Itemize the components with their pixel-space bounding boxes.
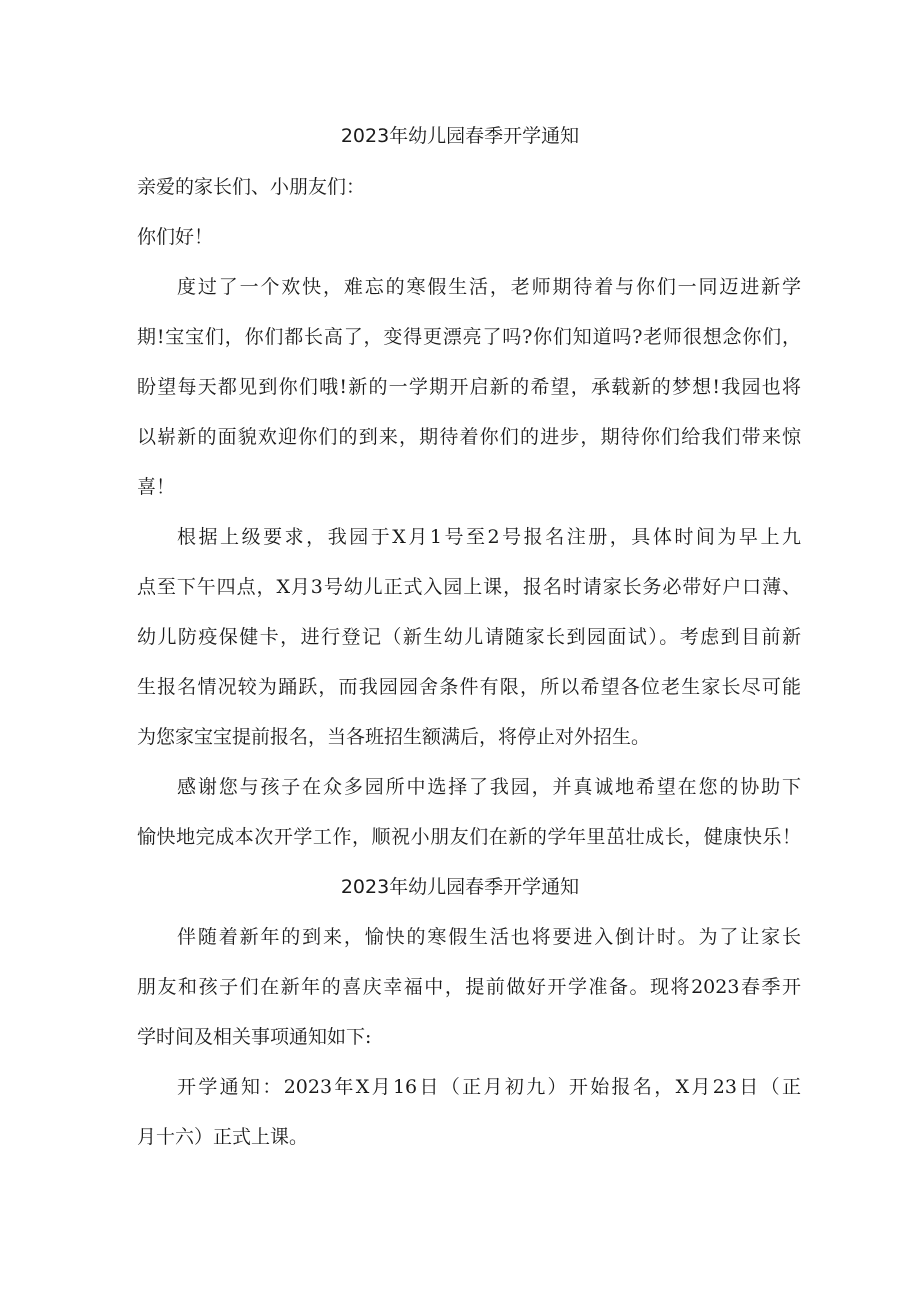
- paragraph-4-line-3: 学时间及相关事项通知如下:: [137, 1026, 372, 1048]
- paragraph-3-line-2: 愉快地完成本次开学工作，顺祝小朋友们在新的学年里茁壮成长，健康快乐！: [137, 826, 801, 848]
- paragraph-2-line-1: 根据上级要求，我园于X月1号至2号报名注册，具体时间为早上九: [177, 526, 801, 548]
- paragraph-2-line-2: 点至下午四点，X月3号幼儿正式入园上课，报名时请家长务必带好户口薄、: [137, 576, 801, 598]
- paragraph-1-line-5: 喜！: [137, 476, 176, 498]
- paragraph-4-line-1: 伴随着新年的到来，愉快的寒假生活也将要进入倒计时。为了让家长: [177, 926, 801, 948]
- paragraph-2-line-5: 为您家宝宝提前报名，当各班招生额满后，将停止对外招生。: [137, 726, 651, 748]
- greeting-line: 亲爱的家长们、小朋友们：: [137, 176, 366, 198]
- paragraph-5-line-1: 开学通知：2023年X月16日（正月初九）开始报名，X月23日（正: [177, 1076, 801, 1098]
- paragraph-5-line-2: 月十六）正式上课。: [137, 1126, 309, 1148]
- paragraph-1-line-3: 盼望每天都见到你们哦!新的一学期开启新的希望，承载新的梦想!我园也将: [137, 376, 801, 398]
- paragraph-4-line-2: 朋友和孩子们在新年的喜庆幸福中，提前做好开学准备。现将2023春季开: [137, 976, 801, 998]
- paragraph-1-line-1: 度过了一个欢快，难忘的寒假生活，老师期待着与你们一同迈进新学: [177, 276, 801, 298]
- document-title: 2023年幼儿园春季开学通知: [340, 125, 580, 147]
- paragraph-2-line-4: 生报名情况较为踊跃，而我园园舍条件有限，所以希望各位老生家长尽可能: [137, 676, 801, 698]
- document-title-2: 2023年幼儿园春季开学通知: [340, 876, 580, 898]
- paragraph-2-line-3: 幼儿防疫保健卡，进行登记（新生幼儿请随家长到园面试）。考虑到目前新: [137, 626, 801, 648]
- paragraph-1-line-4: 以崭新的面貌欢迎你们的到来，期待着你们的进步，期待你们给我们带来惊: [137, 426, 801, 448]
- hello-line: 你们好！: [137, 226, 214, 248]
- paragraph-1-line-2: 期!宝宝们，你们都长高了，变得更漂亮了吗?你们知道吗?老师很想念你们，: [137, 326, 801, 348]
- paragraph-3-line-1: 感谢您与孩子在众多园所中选择了我园，并真诚地希望在您的协助下: [177, 776, 801, 798]
